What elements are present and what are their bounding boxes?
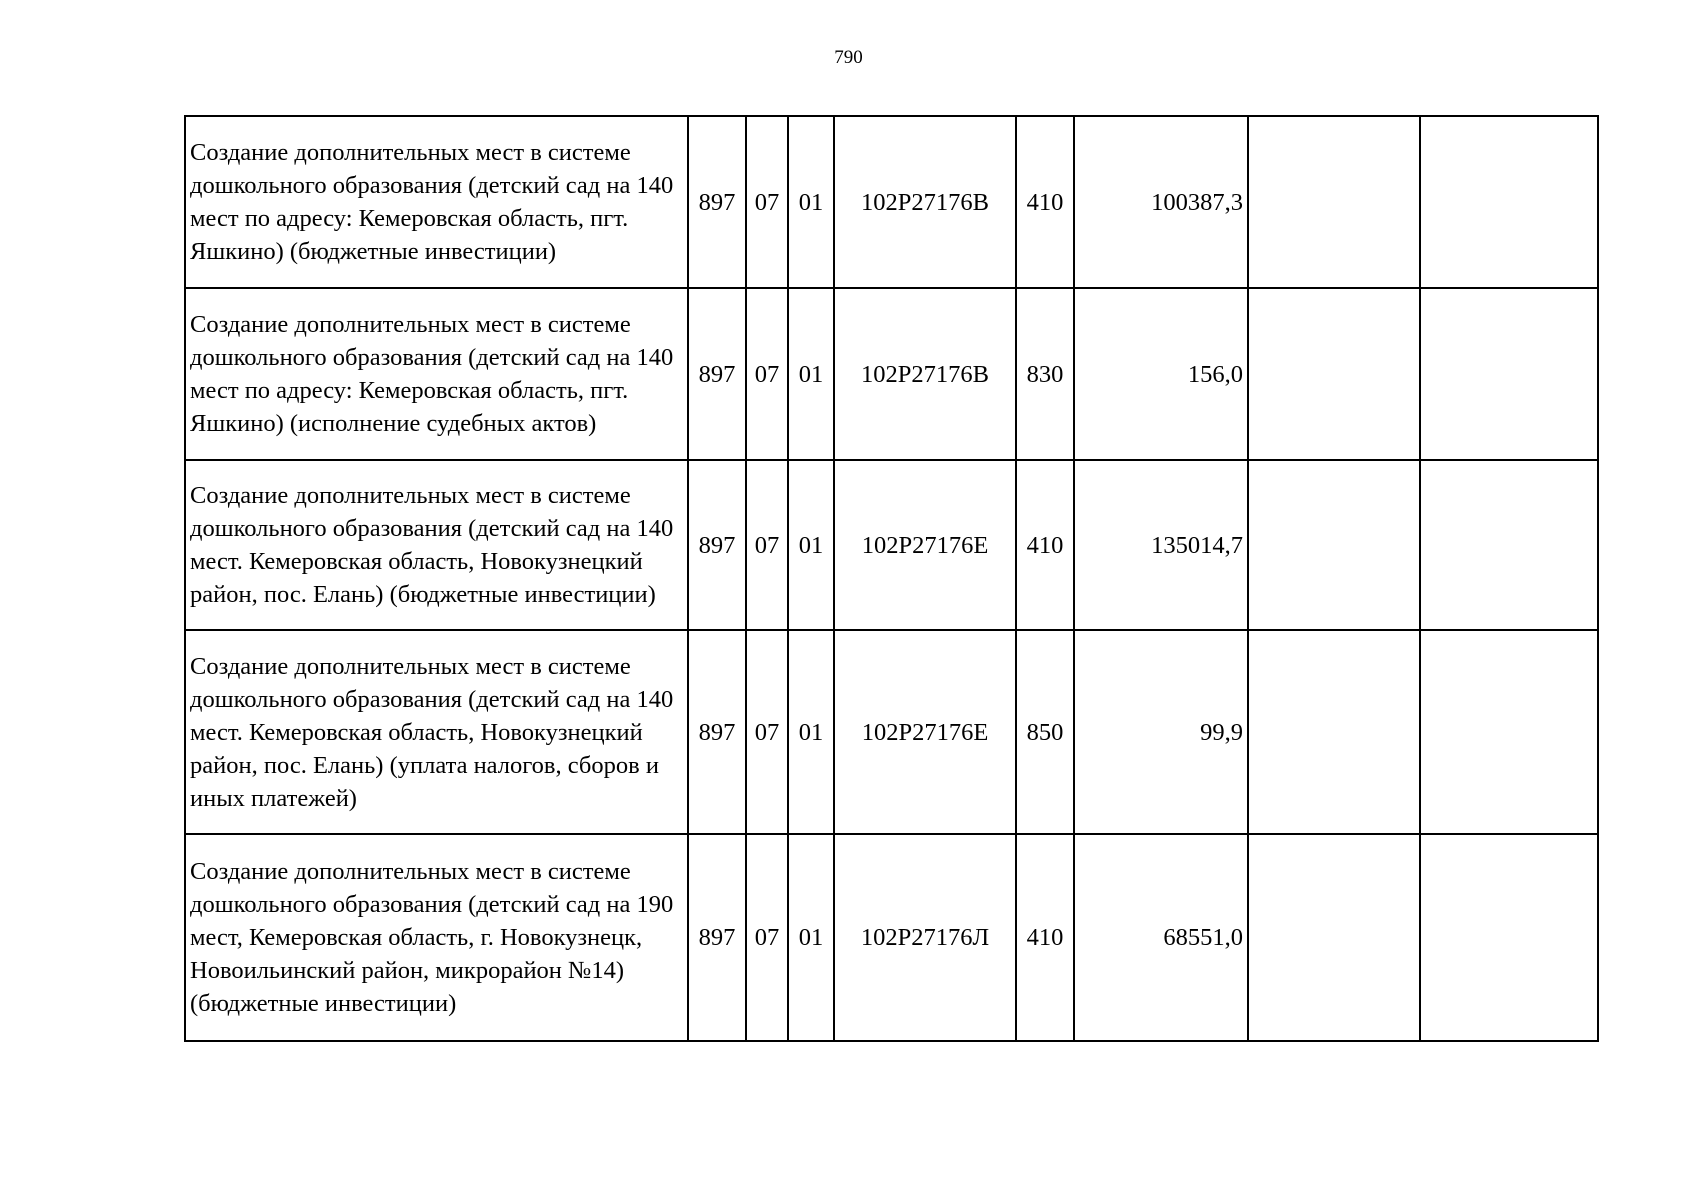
row-description: Создание дополнительных мест в системе дошкольного образования (детский сад на 140 мест по адресу: Кемеровская область, пгт. Яшкино) (бюджетные инвестиции) bbox=[185, 116, 688, 288]
ministry-code: 897 bbox=[688, 834, 746, 1041]
target-article-code: 102P27176Е bbox=[834, 460, 1016, 630]
empty-cell bbox=[1420, 116, 1598, 288]
amount: 156,0 bbox=[1074, 288, 1248, 460]
ministry-code: 897 bbox=[688, 116, 746, 288]
amount: 135014,7 bbox=[1074, 460, 1248, 630]
table-row bbox=[185, 834, 1598, 1041]
section-code: 07 bbox=[746, 460, 788, 630]
empty-cell bbox=[1248, 116, 1420, 288]
empty-cell bbox=[1420, 460, 1598, 630]
row-description: Создание дополнительных мест в системе дошкольного образования (детский сад на 140 мест по адресу: Кемеровская область, пгт. Яшкино) (исполнение судебных актов) bbox=[185, 288, 688, 460]
target-article-code: 102P27176В bbox=[834, 116, 1016, 288]
subsection-code: 01 bbox=[788, 116, 834, 288]
target-article-code: 102P27176Л bbox=[834, 834, 1016, 1041]
table-row bbox=[185, 630, 1598, 834]
table-row bbox=[185, 288, 1598, 460]
expense-type-code: 850 bbox=[1016, 630, 1074, 834]
subsection-code: 01 bbox=[788, 630, 834, 834]
empty-cell bbox=[1248, 834, 1420, 1041]
table-row bbox=[185, 460, 1598, 630]
amount: 100387,3 bbox=[1074, 116, 1248, 288]
expense-type-code: 830 bbox=[1016, 288, 1074, 460]
empty-cell bbox=[1420, 834, 1598, 1041]
ministry-code: 897 bbox=[688, 288, 746, 460]
page-number: 790 bbox=[834, 47, 863, 68]
section-code: 07 bbox=[746, 834, 788, 1041]
empty-cell bbox=[1248, 630, 1420, 834]
ministry-code: 897 bbox=[688, 630, 746, 834]
row-description: Создание дополнительных мест в системе дошкольного образования (детский сад на 190 мест, Кемеровская область, г. Новокузнецк, Новоильинский район, микрорайон №14) (бюджетные инвестиции) bbox=[185, 834, 688, 1041]
ministry-code: 897 bbox=[688, 460, 746, 630]
expense-type-code: 410 bbox=[1016, 834, 1074, 1041]
budget-table bbox=[184, 115, 1599, 1042]
amount: 99,9 bbox=[1074, 630, 1248, 834]
empty-cell bbox=[1248, 460, 1420, 630]
empty-cell bbox=[1420, 288, 1598, 460]
section-code: 07 bbox=[746, 288, 788, 460]
target-article-code: 102P27176В bbox=[834, 288, 1016, 460]
section-code: 07 bbox=[746, 630, 788, 834]
empty-cell bbox=[1420, 630, 1598, 834]
row-description: Создание дополнительных мест в системе дошкольного образования (детский сад на 140 мест. Кемеровская область, Новокузнецкий район, пос. Елань) (бюджетные инвестиции) bbox=[185, 460, 688, 630]
subsection-code: 01 bbox=[788, 834, 834, 1041]
expense-type-code: 410 bbox=[1016, 460, 1074, 630]
target-article-code: 102P27176Е bbox=[834, 630, 1016, 834]
subsection-code: 01 bbox=[788, 288, 834, 460]
empty-cell bbox=[1248, 288, 1420, 460]
amount: 68551,0 bbox=[1074, 834, 1248, 1041]
subsection-code: 01 bbox=[788, 460, 834, 630]
expense-type-code: 410 bbox=[1016, 116, 1074, 288]
row-description: Создание дополнительных мест в системе дошкольного образования (детский сад на 140 мест. Кемеровская область, Новокузнецкий район, пос. Елань) (уплата налогов, сборов и иных платежей) bbox=[185, 630, 688, 834]
section-code: 07 bbox=[746, 116, 788, 288]
table-row bbox=[185, 116, 1598, 288]
